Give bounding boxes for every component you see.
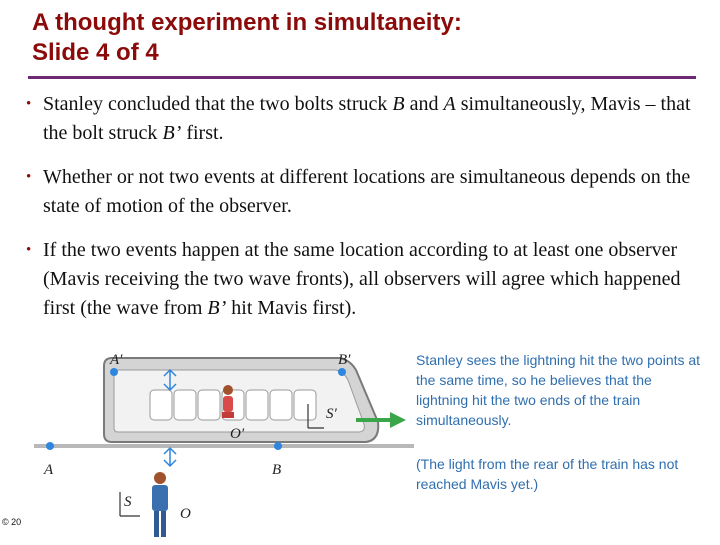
bullet-item [26, 90, 698, 148]
copyright-notice: © 20 [2, 517, 22, 527]
caption-mavis: (The light from the rear of the train has not reached Mavis yet.) [416, 456, 679, 492]
bullet-text: Whether or not two events at different locations are simultaneous depends on the state of motion of the observer. [43, 166, 691, 217]
bullet-text: Stanley concluded that the two bolts struck [43, 93, 393, 115]
b-prime-marker [338, 368, 346, 376]
bullet-item [26, 163, 698, 221]
caption-stanley: Stanley sees the lightning hit the two points at the same time, so he believes that the lightning hit the two ends of the train simultaneously. [416, 352, 701, 428]
train-diagram [0, 340, 420, 540]
bullet-dot: • [26, 242, 32, 258]
slide-title [32, 8, 462, 68]
title-divider [28, 76, 696, 79]
bullet-dot: • [26, 96, 32, 112]
train-figure [0, 340, 720, 540]
bullet-item [26, 236, 698, 323]
ground-track [34, 444, 414, 448]
label-o: O [180, 506, 191, 522]
bullet-text: hit Mavis first). [226, 297, 357, 319]
a-prime-marker [110, 368, 118, 376]
label-b-prime: B′ [338, 352, 351, 368]
bullet-text: and [404, 93, 444, 115]
label-s: S [124, 494, 132, 510]
bullet-dot: • [26, 169, 32, 185]
bullet-text-italic: B [392, 93, 405, 115]
title-line-1: A thought experiment in simultaneity: [32, 9, 462, 36]
a-ground-marker [46, 442, 54, 450]
label-b: B [272, 462, 282, 478]
label-a: A [44, 462, 54, 478]
b-ground-marker [274, 442, 282, 450]
bullet-text: first. [181, 122, 224, 144]
label-a-prime: A′ [110, 352, 123, 368]
bullet-text: simultaneously, Mavis – that the bolt struck [43, 93, 691, 144]
bullet-text: If the two events happen at the same location according to at least one observer (Mavis receiving the two wave fronts), all observers will agree which happened first (the wave from [43, 239, 681, 319]
bullet-list [26, 90, 698, 323]
bullet-text-italic: B’ [207, 297, 227, 319]
wavefront-arrows-bottom [164, 448, 176, 466]
label-o-prime: O′ [230, 426, 245, 442]
mavis-figure [222, 385, 234, 418]
title-line-2: Slide 4 of 4 [32, 39, 159, 66]
bullet-text-italic: A [443, 93, 456, 115]
stanley-figure [152, 472, 168, 537]
label-s-prime: S′ [326, 406, 337, 422]
bullet-text-italic: B’ [162, 122, 182, 144]
